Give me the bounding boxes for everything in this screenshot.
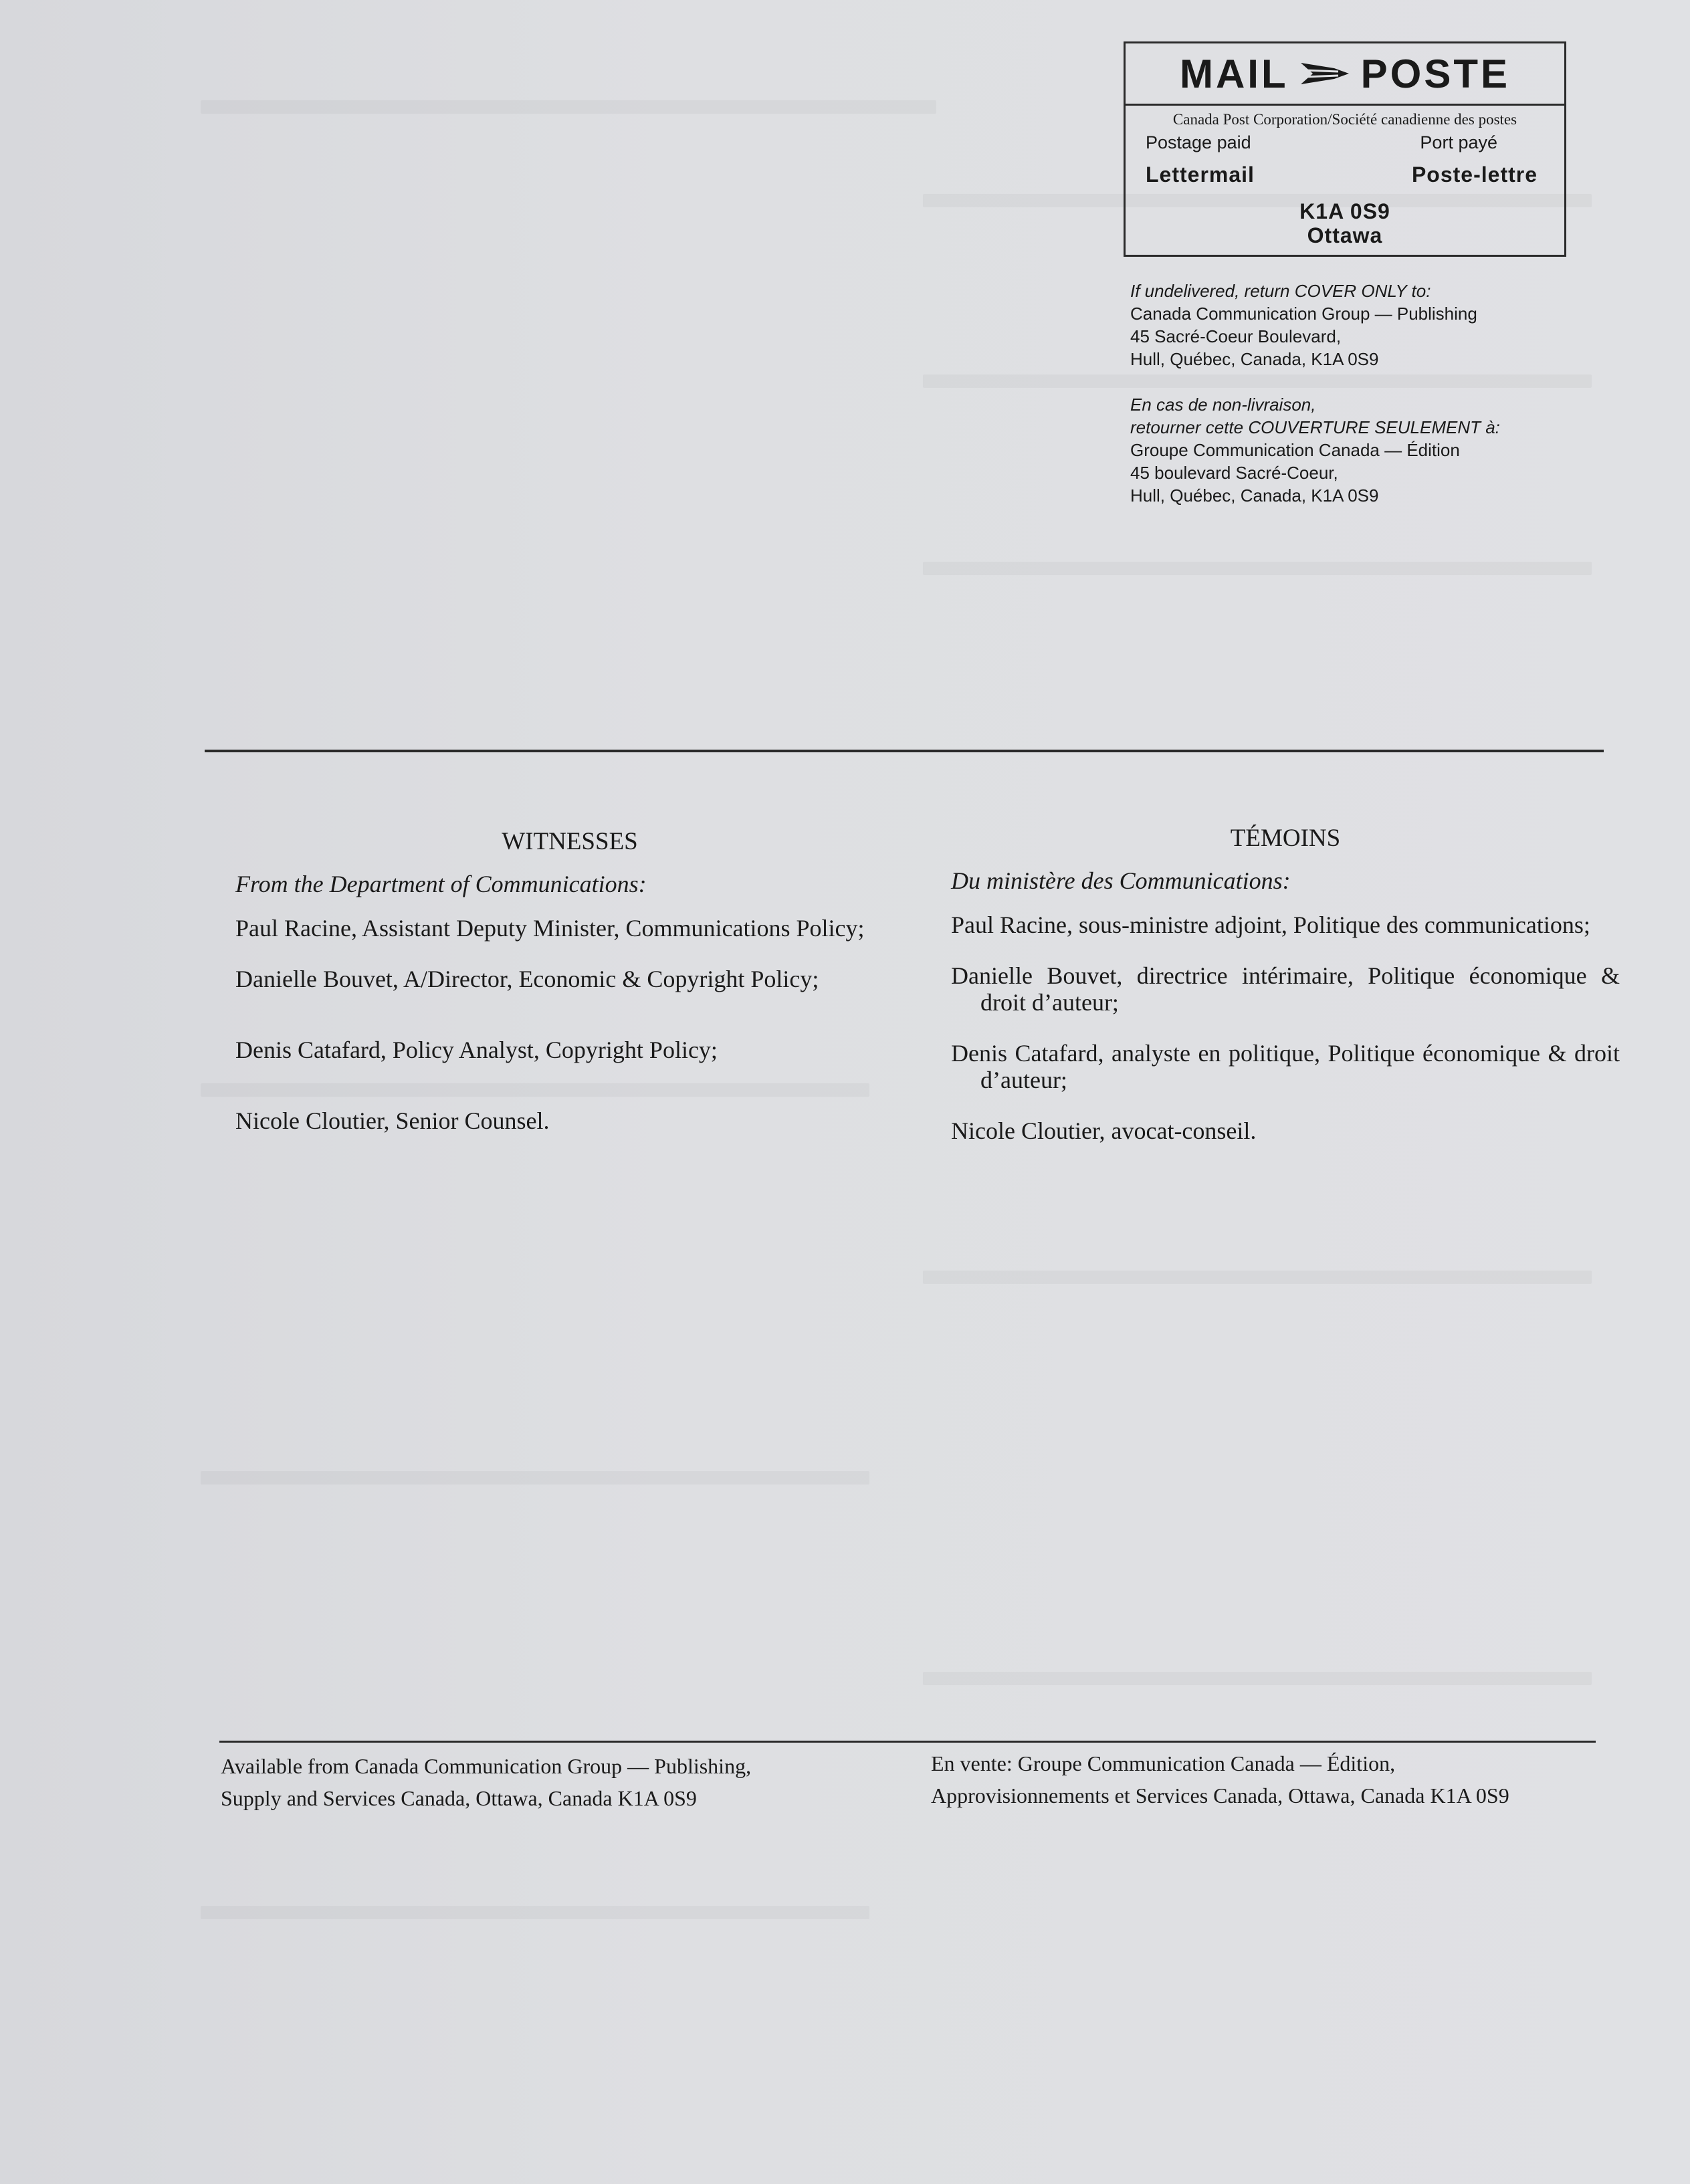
return-en-line2: Canada Communication Group — Publishing [1130,304,1477,324]
postage-paid-en: Postage paid [1146,132,1251,152]
witnesses-title-en: WITNESSES [502,828,638,855]
footer-en [221,1750,889,1814]
lettermail-en: Lettermail [1146,162,1255,187]
mail-postal-code: K1A 0S9 [1299,199,1390,223]
top-divider [205,750,1604,752]
witness-en: Nicole Cloutier, Senior Counsel. [235,1107,550,1134]
witness-en: Denis Catafard, Policy Analyst, Copyright Policy; [235,1036,718,1063]
footer-fr [931,1747,1600,1812]
postage-box [1124,41,1566,257]
return-fr-line2: retourner cette COUVERTURE SEULEMENT à: [1130,417,1500,437]
footer-fr-line2: Approvisionnements et Services Canada, Ottawa, Canada K1A 0S9 [931,1783,1509,1808]
return-fr-line4: 45 boulevard Sacré-Coeur, [1130,463,1338,483]
witnesses-fr [951,867,1620,1168]
return-fr-line3: Groupe Communication Canada — Édition [1130,440,1460,460]
mail-brand-right: POSTE [1360,51,1511,96]
department-en: From the Department of Communications: [235,871,647,897]
footer-en-line1: Available from Canada Communication Group — Publishing, [221,1754,752,1778]
mail-city: Ottawa [1307,223,1383,247]
witness-en: Paul Racine, Assistant Deputy Minister, Communications Policy; [235,915,865,942]
footer-divider [219,1741,1596,1743]
return-fr-line5: Hull, Québec, Canada, K1A 0S9 [1130,485,1379,506]
mail-corporation: Canada Post Corporation/Société canadienne des postes [1172,111,1517,128]
return-fr-line1: En cas de non-livraison, [1130,395,1316,415]
witness-fr: Danielle Bouvet, directrice intérimaire, Politique économique & droit d’auteur; [951,962,1620,1016]
witness-fr: Paul Racine, sous-ministre adjoint, Politique des communications; [951,911,1590,938]
return-en-line1: If undelivered, return COVER ONLY to: [1130,281,1431,301]
witnesses-en [235,871,904,1158]
mail-poste-logo [1126,43,1564,106]
mail-brand-left: MAIL [1179,51,1289,96]
footer-fr-line1: En vente: Groupe Communication Canada — Édition, [931,1751,1396,1775]
return-en-line4: Hull, Québec, Canada, K1A 0S9 [1130,349,1379,369]
witness-fr: Nicole Cloutier, avocat-conseil. [951,1117,1257,1144]
witness-en: Danielle Bouvet, A/Director, Economic & Copyright Policy; [235,966,819,992]
postage-paid-fr: Port payé [1420,132,1497,152]
canada-post-arrow-icon [1301,60,1349,87]
return-en-line3: 45 Sacré-Coeur Boulevard, [1130,326,1342,346]
witnesses-title-fr: TÉMOINS [1230,825,1341,852]
department-fr: Du ministère des Communications: [951,867,1291,894]
lettermail-fr: Poste-lettre [1411,162,1538,187]
return-address [1130,280,1585,507]
witness-fr: Denis Catafard, analyste en politique, Politique économique & droit d’auteur; [951,1040,1620,1093]
footer-en-line2: Supply and Services Canada, Ottawa, Canada K1A 0S9 [221,1786,697,1810]
